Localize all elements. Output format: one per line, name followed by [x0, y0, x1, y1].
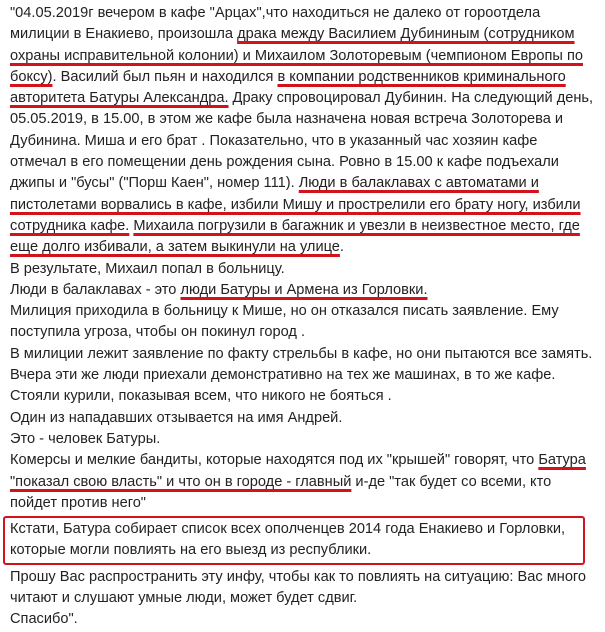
document-closing	[10, 567, 601, 631]
text-line	[10, 588, 601, 609]
text-line	[10, 131, 601, 152]
text-segment: В милиции лежит заявление по факту стрельбы в кафе, но они пытаются все замять.	[10, 345, 593, 362]
text-segment: Это - человек Батуры.	[10, 430, 161, 447]
text-segment: "04.05.2019г вечером в кафе "Арцах",что находиться не далеко от гороотдела	[10, 5, 541, 21]
text-line	[10, 88, 601, 109]
underlined-text: в компании родственников криминального	[277, 68, 566, 85]
text-segment: Милиция приходила в больницу к Мише, но он отказался писать заявление. Ему	[10, 303, 559, 320]
text-line	[10, 472, 601, 493]
text-segment: пойдет против него"	[10, 494, 146, 511]
text-line	[10, 365, 601, 386]
text-line	[10, 322, 601, 343]
text-segment: Один из нападавших отзывается на имя Андрей.	[10, 409, 343, 426]
text-segment: которые могли повлиять на его выезд из республики.	[10, 542, 372, 559]
text-line	[10, 408, 601, 429]
text-line	[10, 540, 579, 561]
text-line	[10, 386, 601, 407]
text-line	[10, 195, 601, 216]
document-body	[10, 3, 601, 514]
text-line	[10, 259, 601, 280]
text-line	[10, 493, 601, 514]
text-segment: Комерсы и мелкие бандиты, которые находятся под их "крышей" говорят, что	[10, 452, 539, 469]
highlight-box	[3, 516, 585, 565]
underlined-text: пистолетами ворвались в кафе, избили Мишу и прострелили его брату ногу, избили	[10, 196, 581, 213]
text-line	[10, 152, 601, 173]
text-line	[10, 216, 601, 237]
text-line	[10, 237, 601, 258]
text-segment: Люди в балаклавах - это	[10, 281, 181, 298]
text-line	[10, 519, 579, 540]
text-line	[10, 24, 601, 45]
text-segment: Спасибо".	[10, 611, 78, 628]
text-segment: 05.05.2019, в 15.00, в этом же кафе была назначена новая встреча Золоторева и	[10, 111, 564, 128]
underlined-text: Батура	[538, 452, 586, 469]
text-line	[10, 344, 601, 365]
underlined-text: еще долго избивали, а затем выкинули на улице	[10, 239, 340, 256]
text-segment: Дубинина. Миша и его брат . Показательно, что в указанный час хозяин кафе	[10, 132, 538, 149]
underlined-text: Михаила погрузили в багажник и увезли в неизвестное место, где	[133, 217, 580, 234]
text-line	[10, 609, 601, 630]
text-segment: Вчера эти же люди приехали демонстративно на тех же машинах, в то же кафе.	[10, 367, 556, 384]
text-line	[10, 3, 601, 24]
underlined-text: "показал свою власть" и что он в городе - главный	[10, 473, 352, 490]
text-segment: . Василий был пьян и находился	[52, 68, 278, 85]
underlined-text: боксу)	[10, 68, 53, 85]
underlined-text: люди Батуры и Армена из Горловки.	[180, 281, 428, 298]
text-segment: Драку спровоцировал Дубинин. На следующий день,	[228, 90, 594, 107]
text-line	[10, 280, 601, 301]
text-line	[10, 173, 601, 194]
text-segment: .	[339, 239, 344, 256]
text-segment: отмечал в его помещении день рождения сына. Ровно в 15.00 к кафе подъехали	[10, 154, 559, 171]
text-segment: читают и слушают умные люди, может будет сдвиг.	[10, 590, 358, 607]
text-segment: и-де "так будет со всеми, кто	[351, 473, 552, 490]
text-segment: Стояли курили, показывая всем, что никого не бояться .	[10, 388, 392, 405]
underlined-text: авторитета Батуры Александра.	[10, 90, 229, 107]
text-segment: В результате, Михаил попал в больницу.	[10, 260, 285, 277]
underlined-text: охраны исправительной колонии) и Михаилом Золоторевым (чемпионом Европы по	[10, 47, 583, 64]
text-line	[10, 46, 601, 67]
text-line	[10, 450, 601, 471]
text-line	[10, 109, 601, 130]
text-segment: Прошу Вас распространить эту инфу, чтобы как то повлиять на ситуацию: Вас много	[10, 568, 587, 585]
underlined-text: сотрудника кафе.	[10, 217, 130, 234]
underlined-text: Люди в балаклавах с автоматами и	[298, 175, 539, 192]
text-segment: Кстати, Батура собирает список всех ополченцев 2014 года Енакиево и Горловки,	[10, 521, 566, 538]
text-line	[10, 567, 601, 588]
text-segment: милиции в Енакиево, произошла	[10, 26, 238, 43]
text-line	[10, 67, 601, 88]
underlined-text: драка между Василием Дубининым (сотрудником	[237, 26, 575, 43]
text-segment: поступила угроза, чтобы он покинул город .	[10, 324, 305, 341]
text-line	[10, 301, 601, 322]
text-segment: джипы и "бусы" ("Порш Каен", номер 111).	[10, 175, 299, 192]
text-line	[10, 429, 601, 450]
